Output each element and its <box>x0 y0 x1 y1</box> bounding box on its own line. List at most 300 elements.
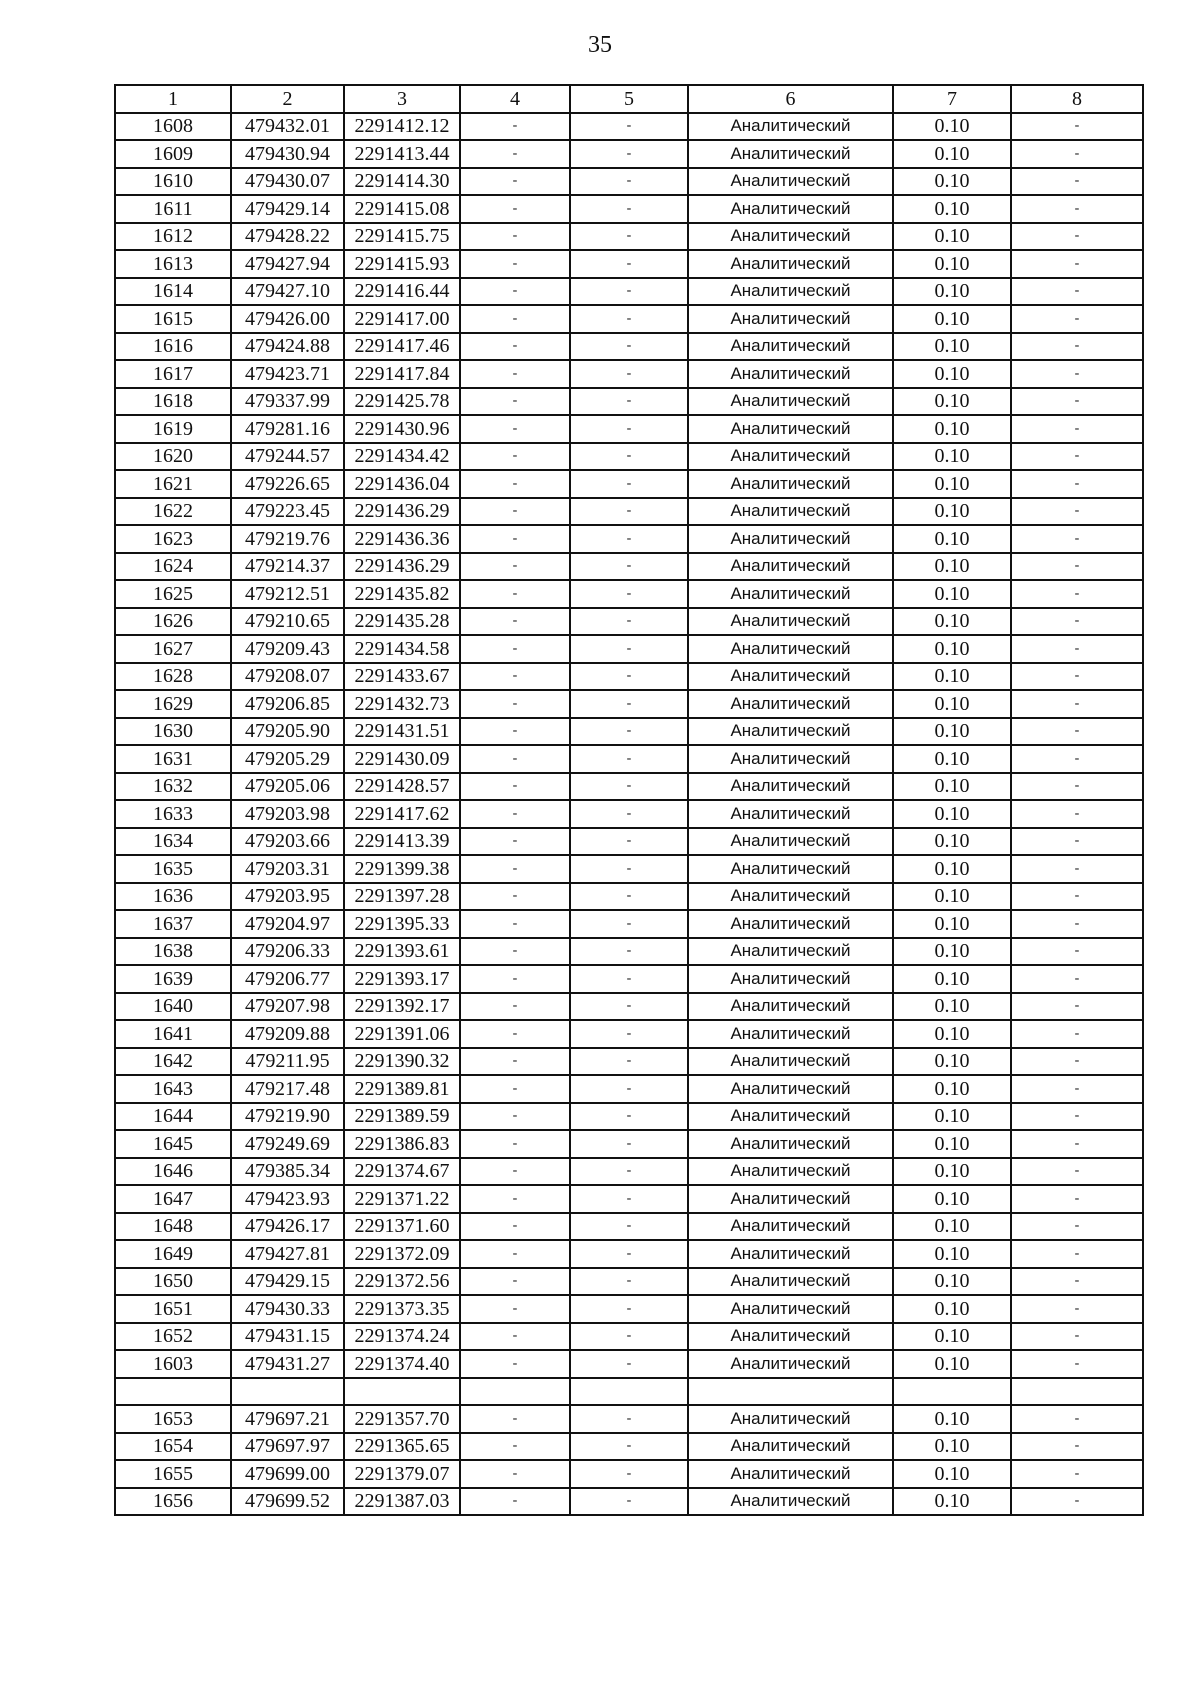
cell-point-number: 1639 <box>115 965 231 993</box>
cell-method: Аналитический <box>688 938 893 966</box>
cell-col-8 <box>1011 1378 1143 1406</box>
cell-col-4: - <box>460 883 570 911</box>
table-row <box>115 1158 1143 1186</box>
table-row <box>115 360 1143 388</box>
cell-y-coordinate: 2291431.51 <box>344 718 460 746</box>
table-row <box>115 140 1143 168</box>
cell-col-5: - <box>570 195 688 223</box>
cell-col-4: - <box>460 305 570 333</box>
cell-col-5: - <box>570 1130 688 1158</box>
cell-x-coordinate: 479208.07 <box>231 663 344 691</box>
table-row <box>115 718 1143 746</box>
cell-x-coordinate: 479209.88 <box>231 1020 344 1048</box>
cell-col-5: - <box>570 1103 688 1131</box>
cell-col-4: - <box>460 663 570 691</box>
cell-point-number: 1611 <box>115 195 231 223</box>
cell-accuracy: 0.10 <box>893 965 1011 993</box>
cell-point-number: 1646 <box>115 1158 231 1186</box>
cell-col-4: - <box>460 1240 570 1268</box>
cell-point-number: 1624 <box>115 553 231 581</box>
cell-x-coordinate: 479223.45 <box>231 498 344 526</box>
cell-y-coordinate: 2291412.12 <box>344 113 460 141</box>
cell-accuracy: 0.10 <box>893 498 1011 526</box>
cell-col-5: - <box>570 498 688 526</box>
cell-accuracy: 0.10 <box>893 525 1011 553</box>
cell-method: Аналитический <box>688 718 893 746</box>
table-row <box>115 608 1143 636</box>
cell-col-5: - <box>570 1350 688 1378</box>
cell-accuracy: 0.10 <box>893 1460 1011 1488</box>
cell-col-4: - <box>460 718 570 746</box>
cell-col-4: - <box>460 1488 570 1516</box>
cell-col-5: - <box>570 1460 688 1488</box>
cell-accuracy: 0.10 <box>893 250 1011 278</box>
table-row <box>115 195 1143 223</box>
cell-col-8: - <box>1011 305 1143 333</box>
cell-col-8: - <box>1011 195 1143 223</box>
cell-accuracy: 0.10 <box>893 1268 1011 1296</box>
cell-col-8: - <box>1011 360 1143 388</box>
table-row <box>115 1213 1143 1241</box>
cell-method: Аналитический <box>688 1460 893 1488</box>
cell-col-4: - <box>460 415 570 443</box>
cell-col-5: - <box>570 608 688 636</box>
cell-point-number: 1627 <box>115 635 231 663</box>
cell-y-coordinate: 2291428.57 <box>344 773 460 801</box>
cell-method: Аналитический <box>688 883 893 911</box>
cell-col-5: - <box>570 1048 688 1076</box>
cell-method: Аналитический <box>688 1020 893 1048</box>
cell-x-coordinate: 479429.14 <box>231 195 344 223</box>
cell-x-coordinate: 479206.33 <box>231 938 344 966</box>
cell-col-8: - <box>1011 690 1143 718</box>
cell-point-number <box>115 1378 231 1406</box>
cell-col-5: - <box>570 470 688 498</box>
cell-method: Аналитический <box>688 745 893 773</box>
cell-col-4: - <box>460 223 570 251</box>
cell-y-coordinate: 2291374.40 <box>344 1350 460 1378</box>
column-header-2: 2 <box>231 85 344 113</box>
column-header-4: 4 <box>460 85 570 113</box>
cell-col-8: - <box>1011 1075 1143 1103</box>
cell-col-8: - <box>1011 1405 1143 1433</box>
cell-col-8: - <box>1011 553 1143 581</box>
cell-method: Аналитический <box>688 1295 893 1323</box>
cell-point-number: 1626 <box>115 608 231 636</box>
cell-col-4: - <box>460 388 570 416</box>
table-row <box>115 1075 1143 1103</box>
cell-accuracy: 0.10 <box>893 360 1011 388</box>
cell-col-4: - <box>460 1213 570 1241</box>
cell-point-number: 1610 <box>115 168 231 196</box>
cell-accuracy: 0.10 <box>893 1103 1011 1131</box>
cell-point-number: 1656 <box>115 1488 231 1516</box>
cell-point-number: 1643 <box>115 1075 231 1103</box>
cell-col-5: - <box>570 1075 688 1103</box>
cell-accuracy: 0.10 <box>893 470 1011 498</box>
cell-col-4: - <box>460 553 570 581</box>
table-row <box>115 938 1143 966</box>
cell-x-coordinate: 479428.22 <box>231 223 344 251</box>
cell-col-8: - <box>1011 1268 1143 1296</box>
table-row <box>115 1295 1143 1323</box>
table-header <box>115 85 1143 113</box>
cell-col-4: - <box>460 828 570 856</box>
cell-x-coordinate: 479427.94 <box>231 250 344 278</box>
cell-accuracy: 0.10 <box>893 608 1011 636</box>
cell-method: Аналитический <box>688 1268 893 1296</box>
cell-x-coordinate: 479423.93 <box>231 1185 344 1213</box>
cell-col-4: - <box>460 470 570 498</box>
table-row <box>115 828 1143 856</box>
cell-x-coordinate: 479212.51 <box>231 580 344 608</box>
cell-col-5: - <box>570 1020 688 1048</box>
cell-col-5: - <box>570 828 688 856</box>
table-row <box>115 690 1143 718</box>
cell-point-number: 1617 <box>115 360 231 388</box>
cell-accuracy: 0.10 <box>893 993 1011 1021</box>
cell-point-number: 1623 <box>115 525 231 553</box>
cell-col-5: - <box>570 1433 688 1461</box>
cell-col-4 <box>460 1378 570 1406</box>
cell-point-number: 1630 <box>115 718 231 746</box>
table-row <box>115 1240 1143 1268</box>
cell-x-coordinate: 479424.88 <box>231 333 344 361</box>
cell-col-5: - <box>570 1240 688 1268</box>
cell-col-4: - <box>460 1350 570 1378</box>
cell-col-8: - <box>1011 1130 1143 1158</box>
cell-accuracy: 0.10 <box>893 195 1011 223</box>
cell-point-number: 1638 <box>115 938 231 966</box>
cell-point-number: 1637 <box>115 910 231 938</box>
cell-accuracy: 0.10 <box>893 1350 1011 1378</box>
cell-y-coordinate <box>344 1378 460 1406</box>
cell-col-5: - <box>570 800 688 828</box>
cell-y-coordinate: 2291390.32 <box>344 1048 460 1076</box>
cell-col-5: - <box>570 965 688 993</box>
header-row <box>115 85 1143 113</box>
cell-col-8: - <box>1011 883 1143 911</box>
cell-method: Аналитический <box>688 993 893 1021</box>
cell-accuracy: 0.10 <box>893 1075 1011 1103</box>
cell-accuracy: 0.10 <box>893 1130 1011 1158</box>
cell-x-coordinate: 479219.76 <box>231 525 344 553</box>
cell-col-8: - <box>1011 1350 1143 1378</box>
cell-method: Аналитический <box>688 498 893 526</box>
table-row <box>115 553 1143 581</box>
cell-col-8: - <box>1011 1185 1143 1213</box>
cell-point-number: 1655 <box>115 1460 231 1488</box>
cell-accuracy: 0.10 <box>893 1020 1011 1048</box>
column-header-6: 6 <box>688 85 893 113</box>
cell-point-number: 1636 <box>115 883 231 911</box>
cell-col-4: - <box>460 278 570 306</box>
cell-x-coordinate: 479206.77 <box>231 965 344 993</box>
cell-col-4: - <box>460 1433 570 1461</box>
cell-accuracy: 0.10 <box>893 1433 1011 1461</box>
cell-col-5: - <box>570 690 688 718</box>
cell-col-5: - <box>570 1268 688 1296</box>
cell-y-coordinate: 2291432.73 <box>344 690 460 718</box>
cell-method: Аналитический <box>688 965 893 993</box>
cell-col-4: - <box>460 1268 570 1296</box>
cell-col-4: - <box>460 800 570 828</box>
cell-x-coordinate: 479207.98 <box>231 993 344 1021</box>
cell-method: Аналитический <box>688 800 893 828</box>
cell-accuracy: 0.10 <box>893 828 1011 856</box>
cell-col-4: - <box>460 195 570 223</box>
cell-method <box>688 1378 893 1406</box>
cell-x-coordinate: 479430.94 <box>231 140 344 168</box>
cell-col-4: - <box>460 773 570 801</box>
cell-method: Аналитический <box>688 415 893 443</box>
cell-col-8: - <box>1011 1460 1143 1488</box>
cell-method: Аналитический <box>688 1213 893 1241</box>
cell-y-coordinate: 2291393.17 <box>344 965 460 993</box>
column-header-8: 8 <box>1011 85 1143 113</box>
cell-method: Аналитический <box>688 1103 893 1131</box>
cell-y-coordinate: 2291371.60 <box>344 1213 460 1241</box>
cell-y-coordinate: 2291435.82 <box>344 580 460 608</box>
table-row <box>115 278 1143 306</box>
cell-col-8: - <box>1011 1213 1143 1241</box>
table-row <box>115 470 1143 498</box>
table-row <box>115 333 1143 361</box>
cell-method: Аналитический <box>688 1130 893 1158</box>
cell-y-coordinate: 2291387.03 <box>344 1488 460 1516</box>
cell-accuracy: 0.10 <box>893 553 1011 581</box>
cell-y-coordinate: 2291374.67 <box>344 1158 460 1186</box>
cell-x-coordinate: 479211.95 <box>231 1048 344 1076</box>
cell-accuracy: 0.10 <box>893 278 1011 306</box>
table-row <box>115 1350 1143 1378</box>
cell-col-5: - <box>570 1405 688 1433</box>
cell-col-5: - <box>570 250 688 278</box>
cell-x-coordinate: 479244.57 <box>231 443 344 471</box>
cell-method: Аналитический <box>688 773 893 801</box>
cell-col-8: - <box>1011 773 1143 801</box>
cell-method: Аналитический <box>688 1405 893 1433</box>
cell-y-coordinate: 2291417.84 <box>344 360 460 388</box>
cell-point-number: 1632 <box>115 773 231 801</box>
cell-col-4: - <box>460 690 570 718</box>
cell-col-5: - <box>570 333 688 361</box>
cell-accuracy: 0.10 <box>893 855 1011 883</box>
cell-accuracy: 0.10 <box>893 910 1011 938</box>
cell-col-8: - <box>1011 635 1143 663</box>
cell-accuracy: 0.10 <box>893 113 1011 141</box>
cell-y-coordinate: 2291416.44 <box>344 278 460 306</box>
cell-method: Аналитический <box>688 333 893 361</box>
cell-method: Аналитический <box>688 828 893 856</box>
cell-point-number: 1653 <box>115 1405 231 1433</box>
cell-method: Аналитический <box>688 388 893 416</box>
cell-point-number: 1620 <box>115 443 231 471</box>
cell-y-coordinate: 2291386.83 <box>344 1130 460 1158</box>
cell-x-coordinate: 479431.15 <box>231 1323 344 1351</box>
cell-col-5 <box>570 1378 688 1406</box>
cell-col-8: - <box>1011 1240 1143 1268</box>
cell-y-coordinate: 2291393.61 <box>344 938 460 966</box>
column-header-5: 5 <box>570 85 688 113</box>
cell-method: Аналитический <box>688 1488 893 1516</box>
cell-y-coordinate: 2291434.58 <box>344 635 460 663</box>
cell-col-5: - <box>570 1488 688 1516</box>
cell-method: Аналитический <box>688 855 893 883</box>
cell-col-5: - <box>570 443 688 471</box>
cell-method: Аналитический <box>688 580 893 608</box>
cell-x-coordinate: 479217.48 <box>231 1075 344 1103</box>
cell-method: Аналитический <box>688 113 893 141</box>
cell-col-8: - <box>1011 168 1143 196</box>
cell-col-4: - <box>460 360 570 388</box>
cell-col-5: - <box>570 525 688 553</box>
cell-col-5: - <box>570 1323 688 1351</box>
cell-x-coordinate: 479205.29 <box>231 745 344 773</box>
table-row <box>115 113 1143 141</box>
cell-col-8: - <box>1011 470 1143 498</box>
cell-method: Аналитический <box>688 1158 893 1186</box>
cell-col-5: - <box>570 278 688 306</box>
cell-col-5: - <box>570 663 688 691</box>
cell-accuracy: 0.10 <box>893 800 1011 828</box>
cell-point-number: 1645 <box>115 1130 231 1158</box>
cell-method: Аналитический <box>688 525 893 553</box>
table-row <box>115 745 1143 773</box>
cell-x-coordinate: 479203.98 <box>231 800 344 828</box>
cell-col-8: - <box>1011 993 1143 1021</box>
cell-method: Аналитический <box>688 360 893 388</box>
cell-method: Аналитический <box>688 443 893 471</box>
cell-x-coordinate: 479423.71 <box>231 360 344 388</box>
cell-x-coordinate: 479432.01 <box>231 113 344 141</box>
cell-y-coordinate: 2291371.22 <box>344 1185 460 1213</box>
cell-point-number: 1613 <box>115 250 231 278</box>
cell-col-5: - <box>570 113 688 141</box>
cell-point-number: 1635 <box>115 855 231 883</box>
cell-y-coordinate: 2291373.35 <box>344 1295 460 1323</box>
cell-accuracy: 0.10 <box>893 1323 1011 1351</box>
cell-point-number: 1644 <box>115 1103 231 1131</box>
cell-col-4: - <box>460 333 570 361</box>
table-body <box>115 113 1143 1516</box>
cell-col-4: - <box>460 250 570 278</box>
cell-method: Аналитический <box>688 250 893 278</box>
cell-x-coordinate: 479219.90 <box>231 1103 344 1131</box>
cell-point-number: 1647 <box>115 1185 231 1213</box>
table-row <box>115 993 1143 1021</box>
cell-y-coordinate: 2291395.33 <box>344 910 460 938</box>
cell-col-4: - <box>460 1020 570 1048</box>
cell-method: Аналитический <box>688 1323 893 1351</box>
coordinates-table <box>114 84 1144 1516</box>
cell-col-4: - <box>460 910 570 938</box>
cell-col-8: - <box>1011 828 1143 856</box>
cell-point-number: 1622 <box>115 498 231 526</box>
table-row <box>115 498 1143 526</box>
cell-point-number: 1651 <box>115 1295 231 1323</box>
cell-col-8: - <box>1011 1323 1143 1351</box>
cell-accuracy: 0.10 <box>893 1240 1011 1268</box>
table-row <box>115 443 1143 471</box>
column-header-7: 7 <box>893 85 1011 113</box>
cell-y-coordinate: 2291435.28 <box>344 608 460 636</box>
cell-x-coordinate: 479427.81 <box>231 1240 344 1268</box>
cell-method: Аналитический <box>688 278 893 306</box>
table-row <box>115 1103 1143 1131</box>
cell-x-coordinate: 479204.97 <box>231 910 344 938</box>
cell-col-4: - <box>460 1075 570 1103</box>
cell-accuracy: 0.10 <box>893 1405 1011 1433</box>
cell-col-8: - <box>1011 250 1143 278</box>
cell-col-8: - <box>1011 910 1143 938</box>
column-header-1: 1 <box>115 85 231 113</box>
cell-x-coordinate: 479430.07 <box>231 168 344 196</box>
cell-y-coordinate: 2291391.06 <box>344 1020 460 1048</box>
cell-col-5: - <box>570 1213 688 1241</box>
cell-col-5: - <box>570 993 688 1021</box>
cell-point-number: 1612 <box>115 223 231 251</box>
cell-point-number: 1654 <box>115 1433 231 1461</box>
cell-x-coordinate: 479431.27 <box>231 1350 344 1378</box>
table-row <box>115 883 1143 911</box>
cell-point-number: 1634 <box>115 828 231 856</box>
table-row <box>115 1048 1143 1076</box>
cell-accuracy: 0.10 <box>893 333 1011 361</box>
cell-col-5: - <box>570 773 688 801</box>
cell-x-coordinate: 479203.95 <box>231 883 344 911</box>
table-row <box>115 1130 1143 1158</box>
cell-col-8: - <box>1011 580 1143 608</box>
table-row <box>115 250 1143 278</box>
cell-y-coordinate: 2291415.08 <box>344 195 460 223</box>
cell-col-5: - <box>570 388 688 416</box>
cell-col-5: - <box>570 718 688 746</box>
cell-col-8: - <box>1011 965 1143 993</box>
cell-point-number: 1619 <box>115 415 231 443</box>
cell-col-5: - <box>570 1295 688 1323</box>
cell-accuracy: 0.10 <box>893 1488 1011 1516</box>
cell-y-coordinate: 2291392.17 <box>344 993 460 1021</box>
cell-accuracy: 0.10 <box>893 1213 1011 1241</box>
cell-method: Аналитический <box>688 1350 893 1378</box>
cell-method: Аналитический <box>688 1048 893 1076</box>
cell-x-coordinate: 479203.66 <box>231 828 344 856</box>
cell-point-number: 1648 <box>115 1213 231 1241</box>
cell-accuracy: 0.10 <box>893 773 1011 801</box>
cell-accuracy: 0.10 <box>893 690 1011 718</box>
cell-y-coordinate: 2291415.93 <box>344 250 460 278</box>
cell-y-coordinate: 2291417.46 <box>344 333 460 361</box>
cell-accuracy: 0.10 <box>893 1048 1011 1076</box>
table-row <box>115 388 1143 416</box>
cell-y-coordinate: 2291436.36 <box>344 525 460 553</box>
cell-col-4: - <box>460 1103 570 1131</box>
cell-col-4: - <box>460 580 570 608</box>
cell-point-number: 1625 <box>115 580 231 608</box>
cell-col-5: - <box>570 223 688 251</box>
cell-col-8: - <box>1011 443 1143 471</box>
cell-point-number: 1609 <box>115 140 231 168</box>
table-row <box>115 855 1143 883</box>
cell-y-coordinate: 2291425.78 <box>344 388 460 416</box>
cell-x-coordinate: 479226.65 <box>231 470 344 498</box>
table-row <box>115 910 1143 938</box>
cell-x-coordinate: 479281.16 <box>231 415 344 443</box>
cell-method: Аналитический <box>688 140 893 168</box>
cell-x-coordinate: 479697.97 <box>231 1433 344 1461</box>
cell-col-8: - <box>1011 278 1143 306</box>
